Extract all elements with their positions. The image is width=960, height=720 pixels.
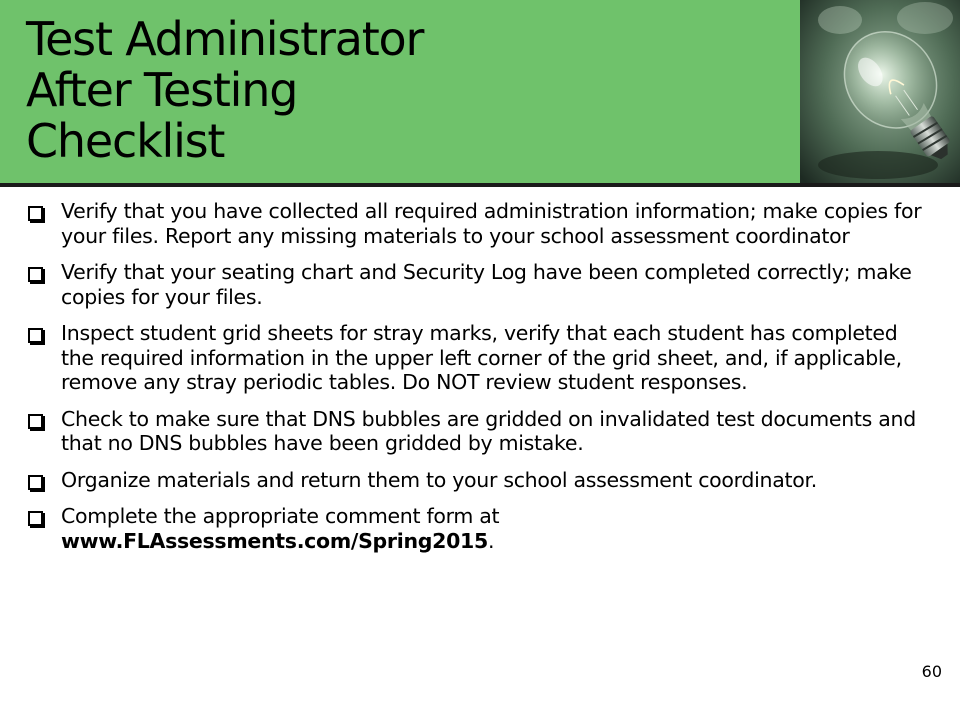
list-item (28, 504, 928, 553)
item-text-end: . (487, 528, 495, 553)
checkbox-icon (28, 267, 43, 282)
item-text: Verify that you have collected all required administration information; make copies for your files. Report any missing materials to your school assessment coordinator (61, 199, 922, 248)
list-item (28, 260, 928, 309)
title-line-3: Checklist (26, 114, 225, 168)
list-item (28, 468, 928, 493)
slide-title (26, 14, 786, 167)
header-band (0, 0, 960, 183)
page-number: 60 (921, 662, 942, 681)
comment-form-link[interactable]: www.FLAssessments.com/Spring2015 (61, 528, 488, 553)
item-text (61, 504, 928, 553)
item-text: Verify that your seating chart and Security Log have been completed correctly; make copies for your files. (61, 260, 912, 309)
checkbox-icon (28, 328, 43, 343)
list-item (28, 321, 928, 395)
item-text: Inspect student grid sheets for stray marks, verify that each student has completed the required information in the upper left corner of the grid sheet, and, if applicable, remove any stray periodic tables. Do NOT review student responses. (61, 321, 902, 394)
title-line-1: Test Administrator (26, 12, 424, 66)
item-text: Check to make sure that DNS bubbles are gridded on invalidated test documents and that no DNS bubbles have been gridded by mistake. (61, 406, 916, 455)
checklist (28, 199, 928, 565)
item-text-lead: Complete the appropriate comment form at (61, 504, 500, 528)
checkbox-icon (28, 206, 43, 221)
header-divider (0, 183, 960, 187)
list-item (28, 199, 928, 248)
title-line-2: After Testing (26, 63, 298, 117)
checkbox-icon (28, 475, 43, 490)
checkbox-icon (28, 511, 43, 526)
light-bulb-photo (800, 0, 960, 183)
item-text: Organize materials and return them to your school assessment coordinator. (61, 467, 817, 492)
checkbox-icon (28, 414, 43, 429)
list-item (28, 407, 928, 456)
